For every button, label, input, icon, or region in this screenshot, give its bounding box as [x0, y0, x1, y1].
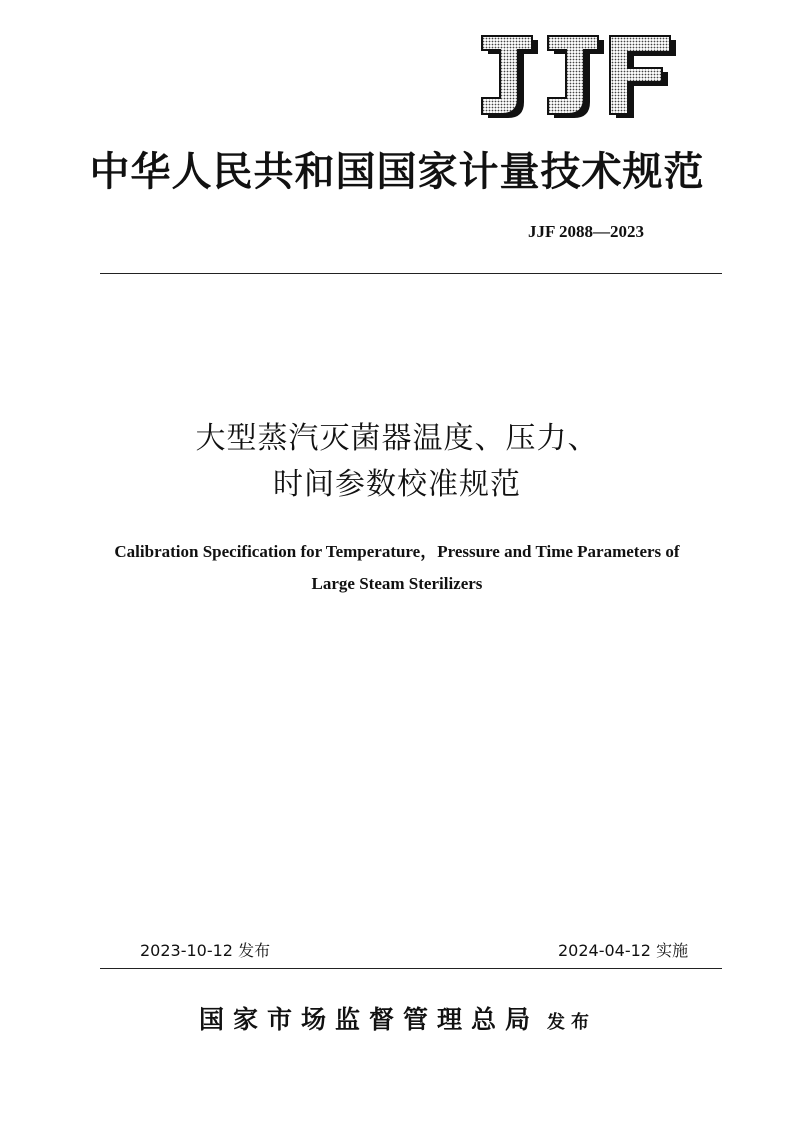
issuer [0, 1000, 794, 1036]
english-title [0, 536, 794, 600]
english-title-line-1: Calibration Specification for Temperature，Pressure and Time Parameters of [114, 542, 680, 561]
issuer-suffix: 发布 [547, 1012, 595, 1033]
chinese-title [0, 416, 794, 508]
chinese-title-line-2: 时间参数校准规范 [273, 467, 521, 502]
bottom-divider [100, 968, 722, 969]
english-title-line-2: Large Steam Sterilizers [311, 574, 483, 593]
implement-date: 2024-04-12 实施 [558, 941, 689, 960]
logo-letters [482, 36, 676, 118]
issue-date: 2023-10-12 发布 [140, 941, 271, 960]
chinese-title-line-1: 大型蒸汽灭菌器温度、压力、 [195, 421, 599, 456]
issuer-name: 国家市场监督管理总局 [198, 1005, 539, 1034]
org-title: 中华人民共和国国家计量技术规范 [89, 148, 705, 195]
jjf-logo [470, 28, 680, 118]
top-divider [100, 273, 722, 274]
standard-code: JJF 2088—2023 [527, 222, 644, 241]
